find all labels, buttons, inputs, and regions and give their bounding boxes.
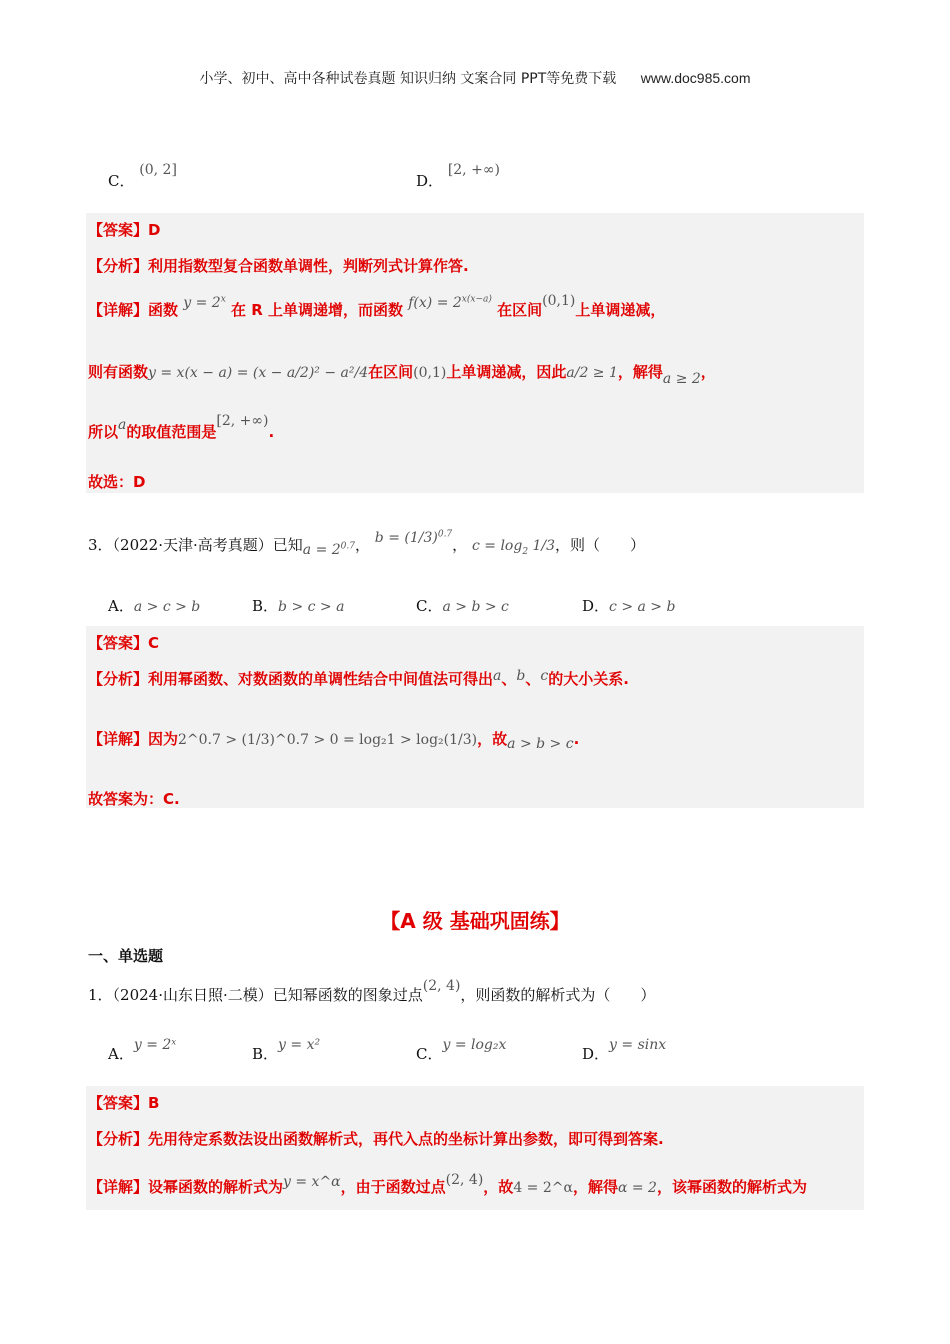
q1-option-a: A．y = 2ˣ bbox=[108, 1037, 177, 1063]
answer-line: 【答案】C bbox=[88, 634, 160, 652]
math-f: $f(x) = 2^{x(x-a)}$ bbox=[408, 294, 492, 311]
q3-option-b: B．b > c > a bbox=[252, 597, 345, 615]
math-expr: 2^0.7 > (1/3)^0.7 > 0 = log₂1 > log₂(1/3) bbox=[178, 732, 478, 748]
math-a: $a = 2^{0.7}$ bbox=[302, 541, 355, 558]
header-text: 小学、初中、高中各种试卷真题 知识归纳 文案合同 PPT等免费下载 bbox=[199, 71, 617, 87]
math-var: a bbox=[118, 417, 127, 433]
analysis-line: 【分析】利用指数型复合函数单调性，判断列式计算作答. bbox=[88, 257, 469, 275]
question-text: （2024·山东日照·二模）已知幂函数的图象过点 bbox=[112, 986, 423, 1004]
question-text: （2022·天津·高考真题）已知 bbox=[112, 536, 303, 554]
header-site: www.doc985.com bbox=[640, 70, 751, 86]
prev-option-c bbox=[108, 162, 177, 191]
q1-option-b: B．y = x² bbox=[252, 1037, 321, 1063]
q3-option-c: C．a > b > c bbox=[416, 597, 509, 615]
q3-option-d: D．c > a > b bbox=[582, 597, 676, 615]
math-eq: 4 = 2^α bbox=[513, 1180, 573, 1196]
page-header bbox=[0, 68, 950, 88]
analysis-line: 【分析】利用幂函数、对数函数的单调性结合中间值法可得出a、b、c的大小关系. bbox=[88, 668, 629, 688]
math-point: (2, 4) bbox=[445, 1172, 484, 1188]
math-expr: y = x^α bbox=[283, 1174, 341, 1190]
math-result: a > b > c bbox=[507, 736, 574, 752]
detail-line: 【详解】设幂函数的解析式为y = x^α，由于函数过点(2, 4)，故4 = 2^α，解得α = 2，该幂函数的解析式为 bbox=[88, 1172, 807, 1196]
answer-line: 【答案】D bbox=[88, 221, 161, 239]
detail-line-2: 则有函数y = x(x − a) = (x − a/2)² − a²/4在区间(0,1)上单调递减，因此a/2 ≥ 1，解得a ≥ 2， bbox=[88, 363, 716, 387]
math-cond: a/2 ≥ 1 bbox=[566, 365, 618, 381]
math-result: α = 2 bbox=[617, 1180, 657, 1196]
math-interval: (0,1) bbox=[413, 365, 447, 381]
answer-line: 【答案】B bbox=[88, 1094, 160, 1112]
solution-box-3 bbox=[86, 1086, 864, 1210]
final-answer: 故答案为：C. bbox=[88, 790, 180, 808]
solution-box-2 bbox=[86, 626, 864, 808]
option-label: C． bbox=[108, 172, 135, 190]
math-range: [2, +∞) bbox=[216, 413, 269, 429]
detail-line-3: 所以a的取值范围是[2, +∞). bbox=[88, 413, 275, 441]
detail-line-1: 【详解】函数 $y = 2^x$ 在 R 上单调递增，而函数 $f(x) = 2^{x(x-a)}$ 在区间(0,1)上单调递减， bbox=[88, 293, 666, 319]
math-b: $b = (1/3)^{0.7}$ bbox=[374, 529, 453, 546]
final-answer: 故选：D bbox=[88, 473, 146, 491]
option-label: D． bbox=[416, 172, 444, 190]
question-number: 1． bbox=[88, 986, 113, 1004]
section-subtitle: 一、单选题 bbox=[88, 947, 164, 965]
option-math: (0, 2] bbox=[139, 162, 177, 178]
prev-option-d bbox=[416, 162, 500, 191]
q1-option-c: C．y = log₂x bbox=[416, 1037, 507, 1063]
math-point: (2, 4) bbox=[422, 978, 461, 994]
question-3: 3．（2022·天津·高考真题）已知$a = 2^{0.7}$， $b = (1/3)^{0.7}$， $c = \log_2 1/3$，则（ ） bbox=[88, 529, 646, 558]
q3-option-a: A．a > c > b bbox=[108, 597, 201, 615]
question-number: 3． bbox=[88, 536, 113, 554]
question-1: 1．（2024·山东日照·二模）已知幂函数的图象过点(2, 4)，则函数的解析式为（ ） bbox=[88, 978, 656, 1004]
section-title: 【A 级 基础巩固练】 bbox=[380, 909, 570, 933]
math-result: a ≥ 2 bbox=[662, 371, 701, 387]
math-c: $c = \log_2 1/3$ bbox=[471, 538, 556, 557]
analysis-line: 【分析】先用待定系数法设出函数解析式，再代入点的坐标计算出参数，即可得到答案. bbox=[88, 1130, 664, 1148]
math-y: $y = 2^x$ bbox=[183, 294, 226, 311]
solution-box-1 bbox=[86, 213, 864, 493]
q1-option-d: D．y = sinx bbox=[582, 1037, 667, 1063]
detail-line: 【详解】因为2^0.7 > (1/3)^0.7 > 0 = log₂1 > log₂(1/3)，故a > b > c. bbox=[88, 730, 580, 752]
math-interval: (0,1) bbox=[542, 293, 576, 309]
option-math: [2, +∞) bbox=[447, 162, 500, 178]
math-expr: y = x(x − a) = (x − a/2)² − a²/4 bbox=[148, 365, 369, 381]
